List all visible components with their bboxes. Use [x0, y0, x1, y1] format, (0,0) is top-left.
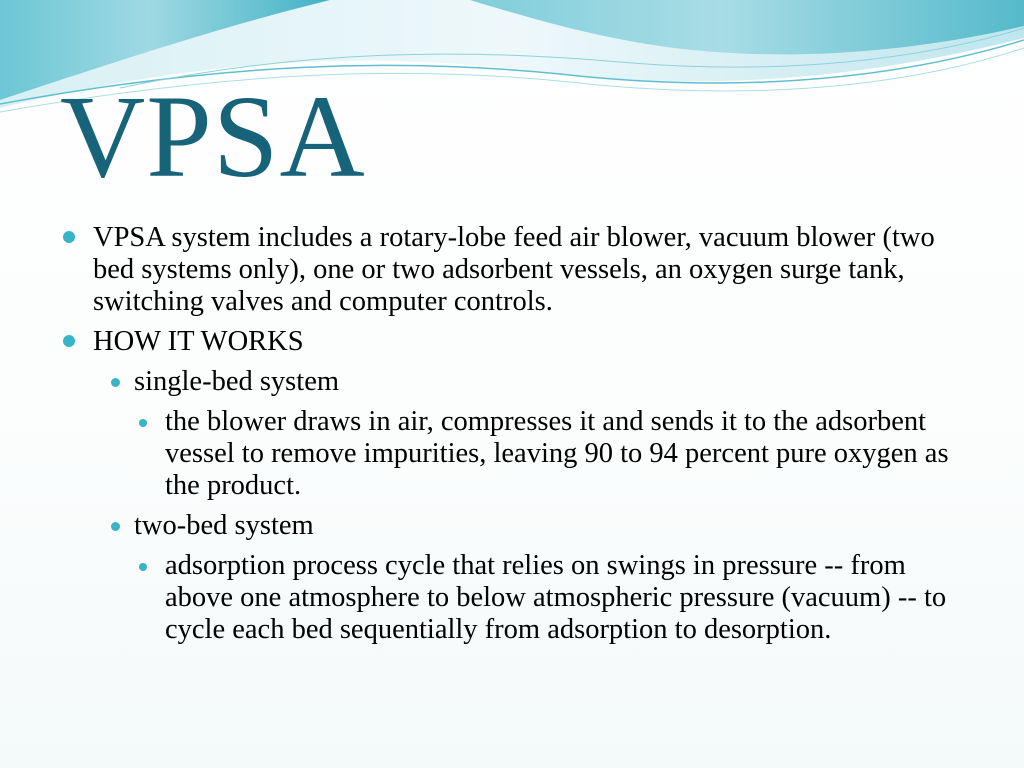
- bullet-item: [62, 222, 962, 318]
- sub-bullet-text: two-bed system: [134, 510, 314, 541]
- bullet-dot-icon: [111, 378, 120, 387]
- bullet-dot-icon: [139, 419, 147, 427]
- sub-bullet-item: [62, 510, 962, 542]
- sub-sub-bullet-item: [62, 406, 962, 502]
- slide-title: VPSA: [60, 71, 366, 202]
- sub-sub-bullet-text: adsorption process cycle that relies on swings in pressure -- from above one atmosphere to below atmospheric pressure (vacuum) -- to cycle each bed sequentially from adsorption to desorption.: [165, 550, 947, 645]
- bullet-list: [62, 222, 962, 654]
- bullet-text: VPSA system includes a rotary-lobe feed air blower, vacuum blower (two bed systems only), one or two adsorbent vessels, an oxygen surge tank, switching valves and computer controls.: [93, 222, 935, 317]
- bullet-dot-icon: [63, 335, 75, 347]
- bullet-text: HOW IT WORKS: [93, 326, 304, 357]
- bullet-dot-icon: [111, 522, 120, 531]
- sub-sub-bullet-text: the blower draws in air, compresses it and sends it to the adsorbent vessel to remove impurities, leaving 90 to 94 percent pure oxygen as the product.: [165, 406, 949, 501]
- sub-sub-bullet-item: [62, 550, 962, 646]
- bullet-dot-icon: [63, 231, 75, 243]
- bullet-dot-icon: [139, 563, 147, 571]
- sub-bullet-item: [62, 366, 962, 398]
- bullet-item: [62, 326, 962, 358]
- sub-bullet-text: single-bed system: [134, 366, 340, 397]
